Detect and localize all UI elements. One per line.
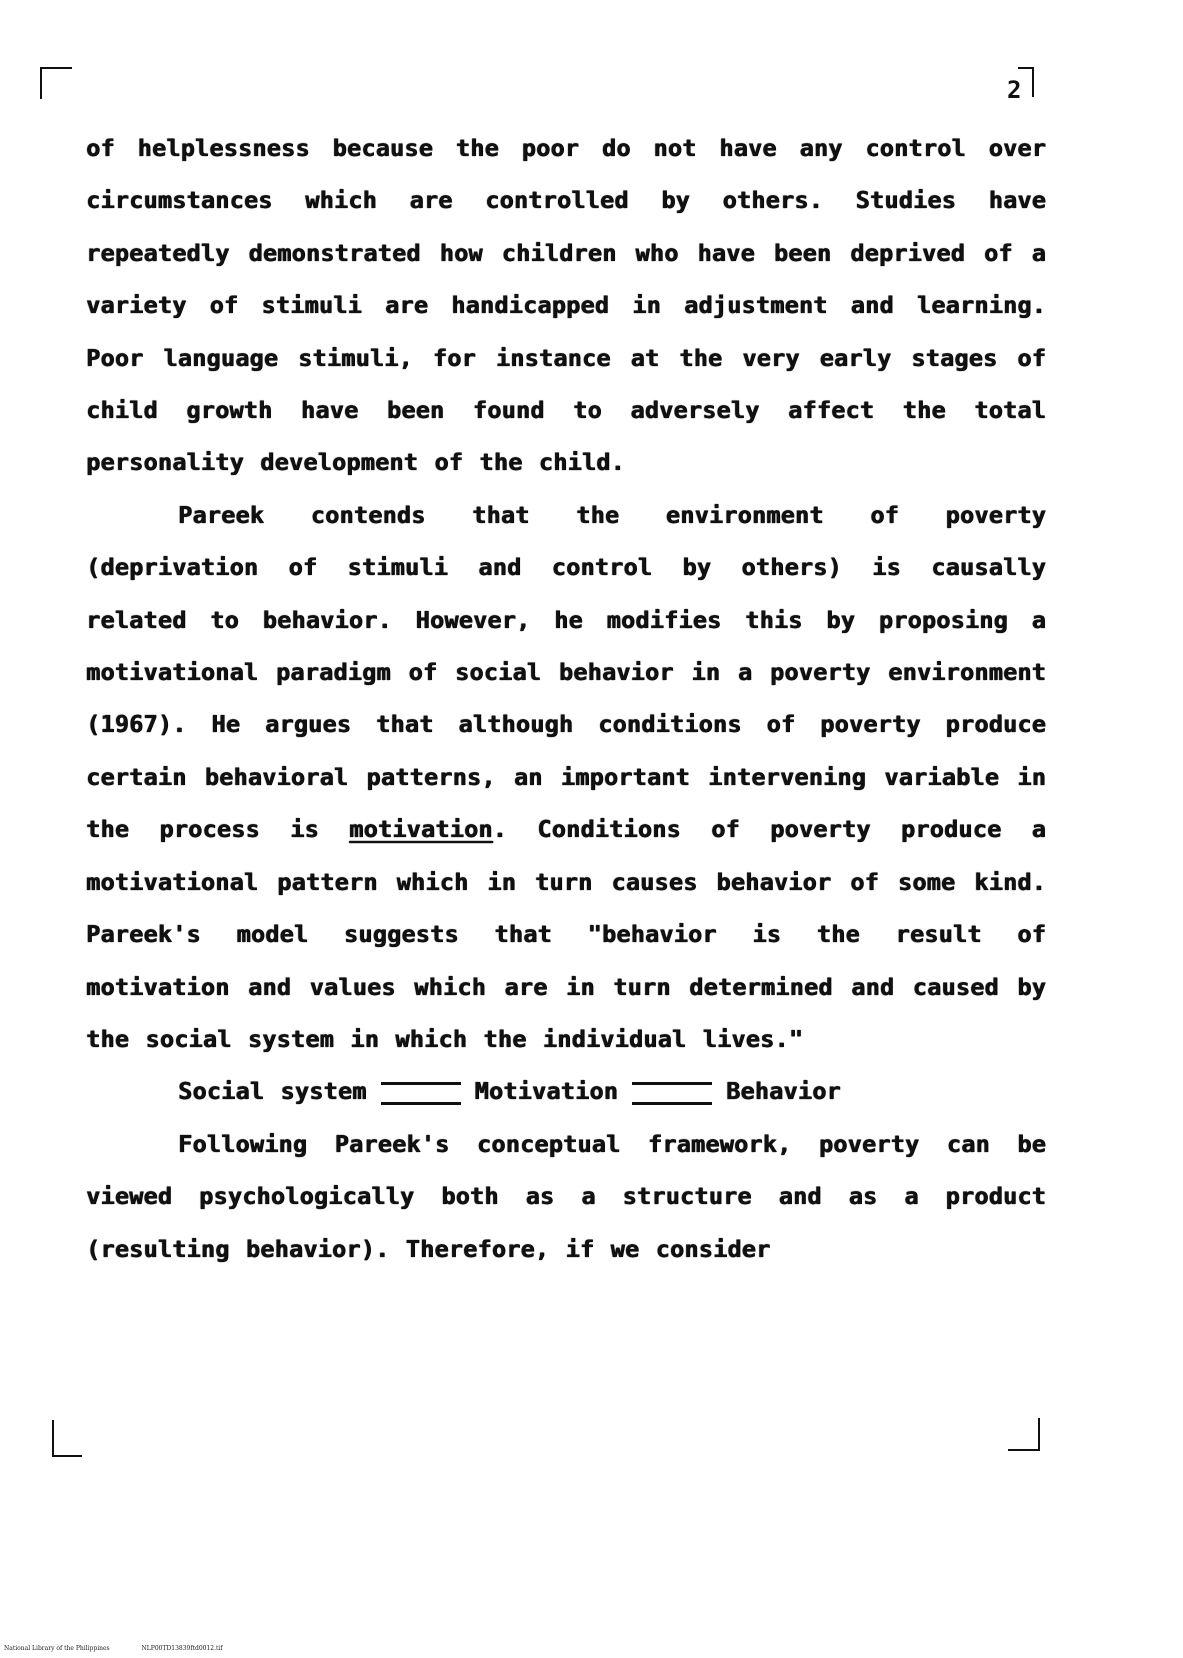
paragraph-2-text: Pareek contends that the environment of poverty (deprivation of stimuli and control by others) is causally related to behavior. However, he modifies this by proposing a motivational paradigm of social behavior in a poverty environment (1967). He argues that although conditions of poverty produce certain behavioral patterns, an important intervening variable in the process is xyxy=(86,500,1046,844)
emphasized-term: motivation xyxy=(349,815,493,844)
body-text xyxy=(86,122,1046,1275)
crop-mark-bottom-left xyxy=(52,1455,82,1457)
crop-mark-bottom-left xyxy=(52,1420,54,1456)
diagram-term-social-system: Social system xyxy=(178,1077,367,1106)
scan-footer xyxy=(4,1645,253,1652)
double-line-connector xyxy=(632,1078,712,1106)
paragraph-3: Following Pareek's conceptual framework, poverty can be viewed psychologically both as a structure and as a product (resulting behavior). Therefore, if we consider xyxy=(86,1129,1046,1263)
paragraph-2 xyxy=(86,489,1046,1065)
crop-mark-bottom-right xyxy=(1008,1449,1040,1451)
double-line-connector xyxy=(381,1078,461,1106)
page-number: 2 xyxy=(1007,76,1022,104)
diagram-term-behavior: Behavior xyxy=(726,1077,841,1106)
diagram-term-motivation: Motivation xyxy=(474,1077,619,1106)
crop-mark-top-left xyxy=(40,67,72,69)
model-diagram xyxy=(86,1065,1046,1117)
crop-mark-bottom-right xyxy=(1038,1418,1040,1450)
crop-mark-top-right xyxy=(1018,67,1032,69)
paragraph-2-text-continued: . Conditions of poverty produce a motivational pattern which in turn causes behavior of some kind. Pareek's model suggests that "behavior is the result of motivation and values which are in turn determined and caused by the social system in which the individual lives." xyxy=(86,815,1046,1053)
footer-library: National Library of the Philippines xyxy=(4,1645,110,1652)
footer-file: NLP00TD13839ftd0012.tif xyxy=(141,1645,223,1652)
paragraph-1: of helplessness because the poor do not have any control over circumstances which are controlled by others. Studies have repeatedly demonstrated how children who have been deprived of a variety of stimuli are handicapped in adjustment and learning. Poor language stimuli, for instance at the very early stages of child growth have been found to adversely affect the total personality development of the child. xyxy=(86,134,1046,477)
crop-mark-top-left xyxy=(40,67,42,99)
crop-mark-top-right xyxy=(1032,67,1034,97)
